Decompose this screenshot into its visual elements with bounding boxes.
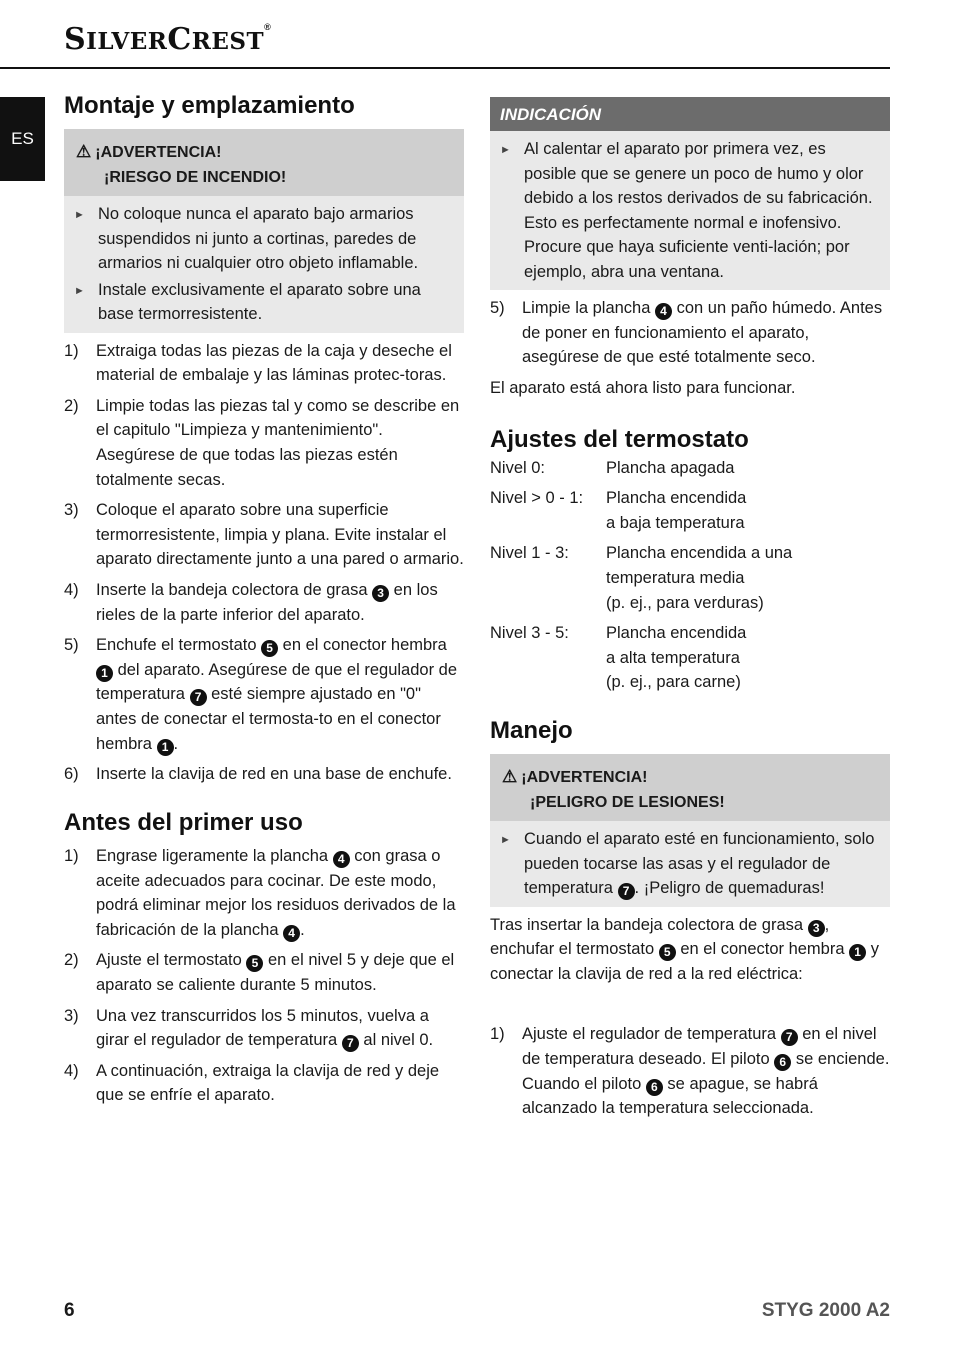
part-number-badge: 6 [646,1079,663,1096]
part-number-badge: 7 [342,1035,359,1052]
section-title-ajustes: Ajustes del termostato [490,426,749,454]
warning-triangle-icon: ⚠ [76,142,92,162]
part-number-badge: 6 [774,1054,791,1071]
left-column [64,90,464,1114]
fire-warning-box: ⚠ ¡ADVERTENCIA! ¡RIESGO DE INCENDIO! ► No coloque nunca el aparato bajo armarios suspendidos ni junto a cortinas, paredes de armarios ni cualquier otro objeto inflamable. ► Instale exclusivamente el aparato sobre una base termorresistente. [64,129,464,333]
list-item: 3) Una vez transcurridos los 5 minutos, vuelva a girar el regulador de temperatura 7 al nivel 0. [64,1006,434,1051]
list-item: ► No coloque nunca el aparato bajo armarios suspendidos ni junto a cortinas, paredes de armarios ni cualquier otro objeto inflamable. [74,202,454,276]
arrow-bullet-icon: ► [500,834,511,847]
part-number-badge: 1 [96,665,113,682]
list-item: ► Instale exclusivamente el aparato sobre una base termorresistente. [74,278,454,327]
warning-triangle-icon: ⚠ [502,767,518,787]
list-item: 1) Ajuste el regulador de temperatura 7 en el nivel de temperatura deseado. El piloto 6 se enciende. Cuando el piloto 6 se apague, se habrá alcanzado la temperatura seleccionada. [490,1025,890,1118]
part-number-badge: 5 [659,944,676,961]
list-item: 1) Extraiga todas las piezas de la caja y deseche el material de embalaje y las láminas protec-toras. [64,341,452,385]
list-item: 6) Inserte la clavija de red en una base de enchufe. [64,765,452,784]
montaje-steps [64,339,464,787]
part-number-badge: 3 [808,920,825,937]
part-number-badge: 1 [849,944,866,961]
arrow-bullet-icon: ► [74,284,85,297]
part-number-badge: 7 [190,689,207,706]
part-number-badge: 4 [283,925,300,942]
part-number-badge: 4 [333,851,350,868]
antes-steps [64,844,464,1108]
level-row: Nivel 1 - 3: Plancha encendida a una temperatura media (p. ej., para verduras) [490,544,793,612]
model-number: STYG 2000 A2 [761,1300,890,1321]
arrow-bullet-icon: ► [500,144,511,156]
list-item: 3) Coloque el aparato sobre una superficie termorresistente, limpia y plana. Evite instalar el aparato directamente junto a una pared o armario. [64,501,464,569]
level-row: Nivel > 0 - 1: Plancha encendida a baja temperatura [490,489,747,532]
arrow-bullet-icon: ► [74,209,85,222]
section-title-montaje: Montaje y emplazamiento [64,92,355,119]
list-item: 2) Ajuste el termostato 5 en el nivel 5 y deje que el aparato se caliente durante 5 minutos. [64,951,455,994]
list-item: ► Al calentar el aparato por primera vez, es posible que se genere un poco de humo y olor debido a los restos derivados de su fabricación. Esto es perfectamente normal e inofensivo. Procure que haya suficiente venti-lación; por ejemplo, abra una ventana. [500,137,880,284]
language-tab: ES [0,97,45,181]
part-number-badge: 7 [618,883,635,900]
part-number-badge: 3 [372,585,389,602]
section-title-antes: Antes del primer uso [64,808,303,836]
list-item: ► Cuando el aparato esté en funcionamiento, solo pueden tocarse las asas y el regulador de temperatura 7 . ¡Peligro de quemaduras! [500,827,880,901]
part-number-badge: 5 [246,955,263,972]
note-label: INDICACIÓN [490,97,890,131]
list-item: 5) Limpie la plancha 4 con un paño húmedo. Antes de poner en funcionamiento el aparato, asegúrese de que esté totalmente seco. [490,299,883,367]
injury-warning-box: ⚠ ¡ADVERTENCIA! ¡PELIGRO DE LESIONES! ► Cuando el aparato esté en funcionamiento, solo pueden tocarse las asas y el regulador de temperatura 7 . ¡Peligro de quemaduras! [490,754,890,907]
list-item: 4) A continuación, extraiga la clavija de red y deje que se enfríe el aparato. [64,1061,440,1105]
header-divider [0,67,890,69]
list-item: 5) Enchufe el termostato 5 en el conector hembra 1 del aparato. Asegúrese de que el regulador de temperatura 7 esté siempre ajustado en "0" antes de conectar el termosta-to en el conector hembra 1 . [64,636,458,754]
manejo-intro: Tras insertar la bandeja colectora de grasa 3 , enchufar el termostato 5 en el conector hembra 1 y conectar la clavija de red a la red eléctrica: [490,915,879,983]
note-box [490,97,890,290]
part-number-badge: 7 [781,1029,798,1046]
thermostat-levels [490,456,890,695]
list-item: 2) Limpie todas las piezas tal y como se describe en el capitulo "Limpieza y mantenimiento". Asegúrese de que todas las piezas estén totalmente secas. [64,396,460,489]
brand-logo: SILVERCREST® [64,22,272,57]
page-number: 6 [64,1300,75,1321]
list-item: 1) Engrase ligeramente la plancha 4 con grasa o aceite adecuados para cocinar. De este modo, podrá eliminar mejor los residuos derivados de la fabricación de la plancha 4 . [64,846,456,940]
part-number-badge: 4 [655,303,672,320]
section-title-manejo: Manejo [490,716,573,744]
list-item: 4) Inserte la bandeja colectora de grasa 3 en los rieles de la parte inferior del aparato. [64,581,438,624]
part-number-badge: 5 [261,640,278,657]
level-row: Nivel 0: Plancha apagada [490,458,735,477]
ready-text: El aparato está ahora listo para funcionar. [490,378,796,397]
level-row: Nivel 3 - 5: Plancha encendida a alta temperatura (p. ej., para carne) [490,624,747,692]
right-column [490,97,890,1127]
part-number-badge: 1 [157,739,174,756]
